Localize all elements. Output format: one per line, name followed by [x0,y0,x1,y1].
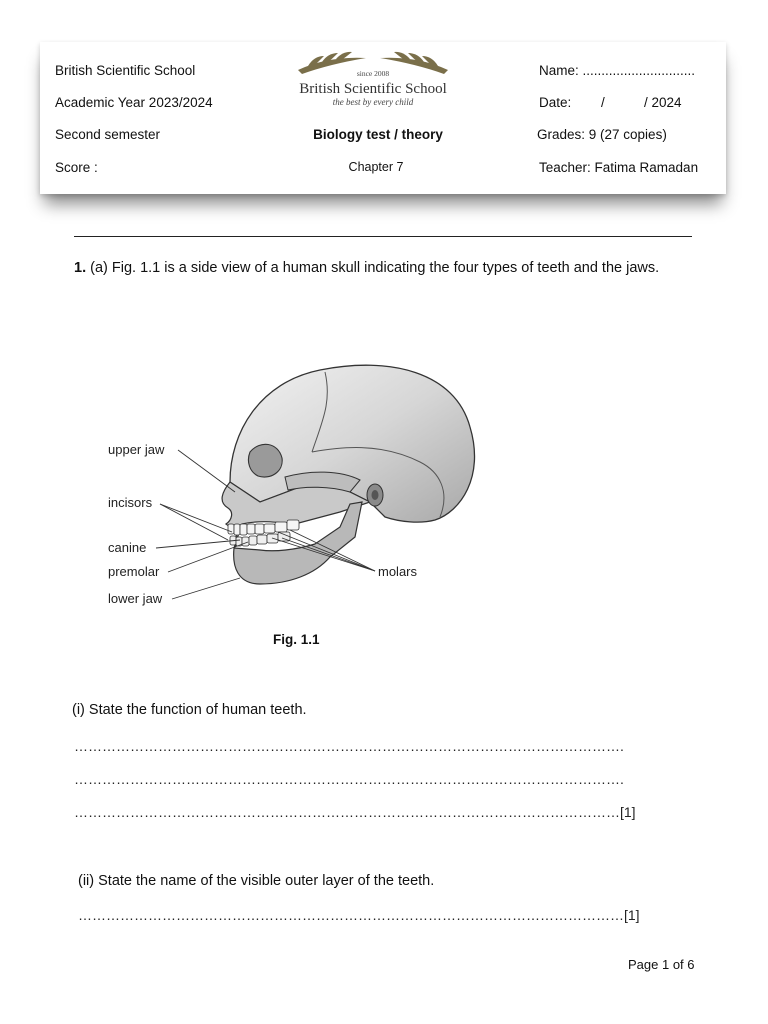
header-divider [74,236,692,237]
school-logo [268,48,478,110]
test-title: Biology test / theory [313,127,443,142]
school-name: British Scientific School [55,63,196,78]
question-number: 1. [74,260,87,276]
logo-since: since 2008 [356,69,390,78]
logo-name: British Scientific School [299,81,447,97]
date-label: Date: [539,95,572,110]
logo-tagline: the best by every child [332,97,414,107]
date-year: / 2024 [644,95,682,110]
label-upper-jaw: upper jaw [108,442,165,457]
name-field: Name: .............................. [539,63,696,78]
question-1-intro [74,259,684,277]
label-incisors: incisors [108,495,153,510]
grades-label: Grades: 9 (27 copies) [537,127,667,142]
label-molars: molars [378,564,418,579]
page-number: Page 1 of 6 [628,957,695,972]
chapter-label: Chapter 7 [348,160,404,174]
answer-line-i-3[interactable]: ………………………………………………………………………………………………………[1] [74,804,636,820]
skull-drawing [222,365,474,584]
label-lower-jaw: lower jaw [108,591,163,606]
question-1-text: (a) Fig. 1.1 is a side view of a human skull indicating the four types of teeth and the jaws. [90,260,660,276]
academic-year: Academic Year 2023/2024 [55,95,213,110]
answer-line-ii-1[interactable]: ………………………………………………………………………………………………………[1] [78,907,640,923]
teacher-label: Teacher: Fatima Ramadan [539,160,699,175]
answer-line-i-2[interactable]: ………………………………………………………………………………………………………. [74,771,624,787]
label-premolar: premolar [108,564,160,579]
skull-figure [100,352,540,622]
answer-line-i-1[interactable]: ………………………………………………………………………………………………………. [74,738,624,754]
header-card [40,42,726,194]
question-part-ii: (ii) State the name of the visible outer layer of the teeth. [78,873,435,889]
semester: Second semester [55,127,161,142]
figure-caption: Fig. 1.1 [273,632,320,647]
score-label: Score : [55,160,98,175]
date-separator: / [601,95,605,110]
question-part-i: (i) State the function of human teeth. [72,702,307,718]
label-canine: canine [108,540,147,555]
